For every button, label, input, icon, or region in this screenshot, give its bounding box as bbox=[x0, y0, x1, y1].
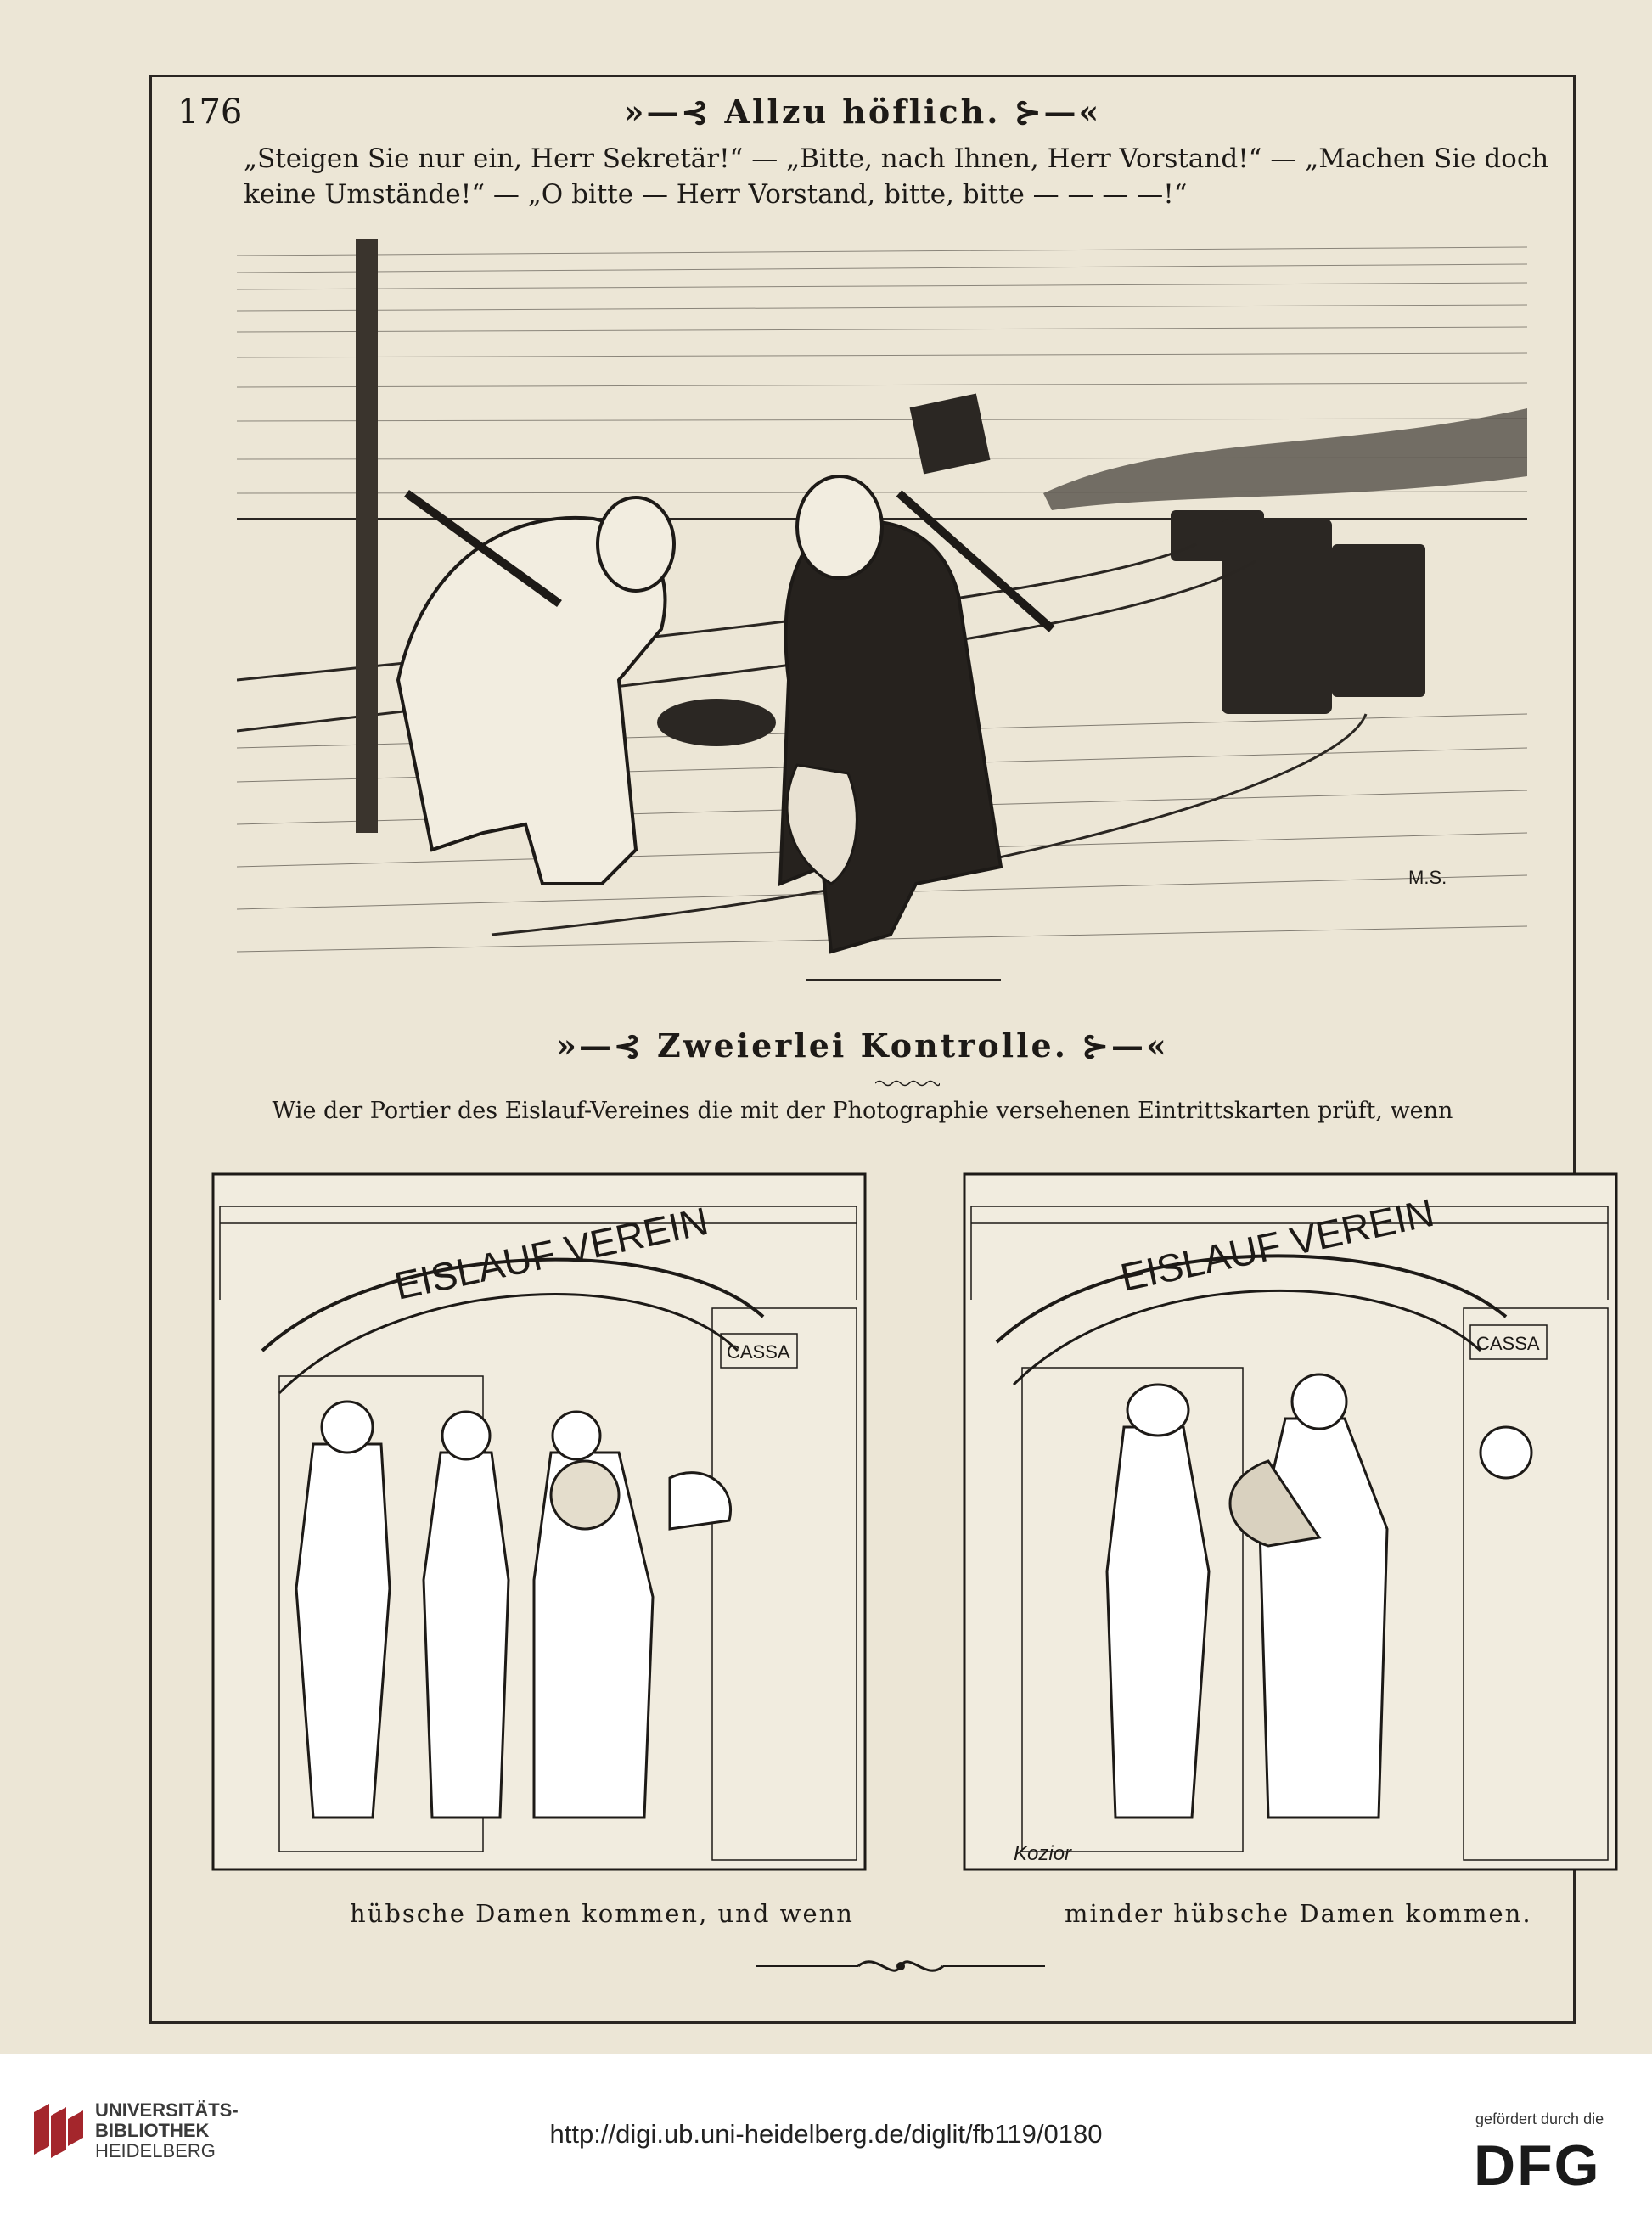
panel-plain-ladies bbox=[963, 1172, 1618, 1871]
cartoon-caption-1-line-1: „Steigen Sie nur ein, Herr Sekretär!“ — „Bitte, nach Ihnen, Herr Vorstand!“ — „Machen Sie doch bbox=[244, 143, 1549, 174]
page-frame bbox=[149, 75, 1576, 2024]
railway-illustration bbox=[237, 239, 1527, 1045]
svg-text:M.S.: M.S. bbox=[1408, 867, 1447, 888]
tailpiece-ornament bbox=[756, 1951, 1045, 1981]
permalink-url[interactable]: http://digi.ub.uni-heidelberg.de/diglit/fb119/0180 bbox=[549, 2119, 1103, 2149]
logo-line-1: UNIVERSITÄTS- bbox=[95, 2099, 239, 2121]
cartoon-title-2: »—⊰ Zweierlei Kontrolle. ⊱—« bbox=[556, 1026, 1169, 1065]
cartoon-intro-2: Wie der Portier des Eislauf-Vereines die mit der Photographie versehenen Eintrittskarten prüft, wenn bbox=[272, 1098, 1453, 1124]
divider-rule bbox=[806, 979, 1001, 981]
footer-bar bbox=[0, 2054, 1652, 2220]
booth-right: CASSA bbox=[1476, 1333, 1540, 1354]
cartoon-caption-1-line-2: keine Umstände!“ — „O bitte — Herr Vorstand, bitte, bitte — — — —!“ bbox=[244, 179, 1188, 210]
sign-left: EISLAUF VEREIN bbox=[391, 1198, 712, 1308]
panel-right-caption: minder hübsche Damen kommen. bbox=[1065, 1899, 1532, 1928]
booth-left: CASSA bbox=[727, 1341, 790, 1363]
panel-pretty-ladies bbox=[211, 1172, 867, 1871]
sponsor-label: gefördert durch die bbox=[1475, 2110, 1604, 2127]
panel-left-caption: hübsche Damen kommen, und wenn bbox=[350, 1899, 854, 1928]
logo-line-2: BIBLIOTHEK bbox=[95, 2120, 210, 2141]
wave-ornament bbox=[875, 1079, 940, 1088]
sign-right: EISLAUF VEREIN bbox=[1116, 1189, 1438, 1300]
dfg-logo[interactable]: DFG bbox=[1474, 2133, 1601, 2198]
artist-signature: Kozior bbox=[1014, 1842, 1072, 1865]
logo-line-3: HEIDELBERG bbox=[95, 2140, 216, 2161]
cartoon-title-1: »—⊰ Allzu höflich. ⊱—« bbox=[623, 93, 1102, 131]
page-number: 176 bbox=[177, 93, 243, 132]
